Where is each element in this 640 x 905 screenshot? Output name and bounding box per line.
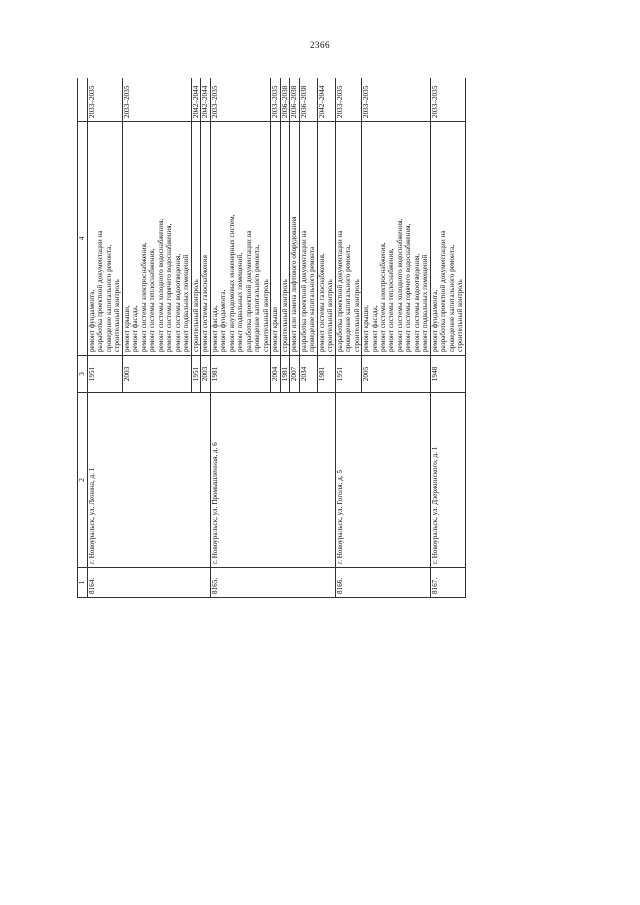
work-item: ремонт системы электроснабжения, xyxy=(378,242,387,352)
col-header-1: 1 xyxy=(78,568,88,598)
table-body xyxy=(88,78,466,598)
work-item: разработка проектной документации на xyxy=(244,230,253,352)
table-row xyxy=(88,78,123,598)
work-item: ремонт фасада, xyxy=(370,305,379,352)
entry-number: 8165. xyxy=(210,568,335,598)
work-item: разработка проектной документации на xyxy=(96,230,105,352)
work-item: ремонт фундамента, xyxy=(88,289,96,352)
work-item: проведение капитального ремонта xyxy=(308,246,317,352)
table-row xyxy=(335,78,361,598)
construction-year: 1951 xyxy=(88,356,123,393)
work-item: ремонт крыши xyxy=(271,306,280,352)
construction-year: 2003 xyxy=(122,356,191,393)
work-item: ремонт системы газоснабжения, xyxy=(317,253,326,352)
repair-works xyxy=(430,122,465,356)
work-item: ремонт подвальных помещений, xyxy=(236,252,245,352)
work-item: строительный контроль xyxy=(352,279,361,352)
work-item: проведение капитального ремонта, xyxy=(104,244,113,352)
col-header-5 xyxy=(78,78,88,122)
repair-works xyxy=(362,122,431,356)
work-item: ремонт системы горячего водоснабжения, xyxy=(165,223,174,352)
repair-period: 2033–2035 xyxy=(271,78,280,122)
building-address: г. Новоуральск, ул. Промышленная, д. 6 xyxy=(210,393,335,568)
work-item: ремонт системы электроснабжения, xyxy=(139,242,148,352)
repair-period: 2042–2044 xyxy=(191,78,200,122)
work-item: разработка проектной документации на xyxy=(439,230,448,352)
construction-year: 2003 xyxy=(201,356,210,393)
work-item: ремонт фасада, xyxy=(131,305,140,352)
construction-year: 1981 xyxy=(317,356,335,393)
work-item: проведение капитального ремонта, xyxy=(253,244,262,352)
repair-works xyxy=(122,122,191,356)
work-item: ремонт фундамента, xyxy=(430,289,439,352)
repair-period: 2033–2035 xyxy=(335,78,361,122)
work-item: ремонт системы водоотведения, xyxy=(173,253,182,352)
work-item: строительный контроль xyxy=(280,279,289,352)
repair-works xyxy=(299,122,317,356)
work-item: ремонт системы холодного водоснабжения, xyxy=(395,218,404,352)
repair-works xyxy=(271,122,280,356)
construction-year: 2005 xyxy=(362,356,431,393)
repair-period: 2036–2038 xyxy=(290,78,299,122)
construction-year: 1951 xyxy=(335,356,361,393)
construction-year: 2007 xyxy=(290,356,299,393)
repair-works xyxy=(201,122,210,356)
entry-number: 8167. xyxy=(430,568,465,598)
entry-number: 8166. xyxy=(335,568,430,598)
entry-number: 8164. xyxy=(88,568,211,598)
repair-period: 2033–2035 xyxy=(122,78,191,122)
work-item: ремонт крыши, xyxy=(122,305,131,352)
col-header-2: 2 xyxy=(78,393,88,568)
work-item: ремонт подвальных помещений xyxy=(182,254,191,352)
repair-works xyxy=(191,122,200,356)
work-item: строительный контроль xyxy=(191,279,200,352)
work-item: ремонт крыши, xyxy=(362,305,371,352)
work-item: ремонт фундамента, xyxy=(219,289,228,352)
work-item: ремонт системы теплоснабжения, xyxy=(148,248,157,352)
work-item: ремонт системы горячего водоснабжения, xyxy=(404,223,413,352)
rotated-table-sheet xyxy=(77,78,597,852)
page-number: 2366 xyxy=(310,40,330,50)
table-row xyxy=(430,78,465,598)
work-item: ремонт системы водоотведения, xyxy=(412,253,421,352)
construction-year: 1981 xyxy=(280,356,289,393)
work-item: ремонт системы холодного водоснабжения, xyxy=(156,218,165,352)
table-row xyxy=(210,78,270,598)
work-item: строительный контроль xyxy=(113,279,122,352)
repair-works xyxy=(210,122,270,356)
building-address: г. Новоуральск, ул. Ленина, д. 1 xyxy=(88,393,211,568)
work-item: строительный контроль xyxy=(456,279,465,352)
building-address: г. Новоуральск, ул. Дзержинского, д. 1 xyxy=(430,393,465,568)
repair-schedule-table xyxy=(77,78,466,598)
repair-period: 2036–2038 xyxy=(280,78,289,122)
construction-year: 2004 xyxy=(271,356,280,393)
repair-period: 2033–2035 xyxy=(362,78,431,122)
work-item: строительный контроль xyxy=(261,279,270,352)
work-item: ремонт системы газоснабжения xyxy=(201,255,210,352)
column-number-row xyxy=(78,78,88,598)
table-landscape-frame xyxy=(77,78,597,598)
work-item: проведение капитального ремонта, xyxy=(447,244,456,352)
repair-works xyxy=(290,122,299,356)
repair-period: 2033–2035 xyxy=(210,78,270,122)
repair-period: 2042–2044 xyxy=(201,78,210,122)
construction-year: 1948 xyxy=(430,356,465,393)
work-item: разработка проектной документации на xyxy=(299,230,308,352)
building-address: г. Новоуральск, ул. Гоголя, д. 5 xyxy=(335,393,430,568)
repair-works xyxy=(317,122,335,356)
col-header-4: 4 xyxy=(78,122,88,356)
construction-year: 1981 xyxy=(210,356,270,393)
repair-period: 2033–2035 xyxy=(430,78,465,122)
work-item: ремонт фасада, xyxy=(210,305,219,352)
repair-period: 2033–2035 xyxy=(88,78,123,122)
col-header-3: 3 xyxy=(78,356,88,393)
work-item: строительный контроль xyxy=(326,279,335,352)
repair-period: 2036–2038 xyxy=(299,78,317,122)
work-item: ремонт внутридомовых инженерных систем, xyxy=(227,214,236,352)
construction-year: 1951 xyxy=(191,356,200,393)
work-item: ремонт или замена лифтового оборудования xyxy=(290,216,299,352)
repair-works xyxy=(88,122,123,356)
repair-works xyxy=(335,122,361,356)
repair-period: 2042–2044 xyxy=(317,78,335,122)
work-item: проведение капитального ремонта, xyxy=(344,244,353,352)
repair-works xyxy=(280,122,289,356)
work-item: ремонт системы теплоснабжения, xyxy=(387,248,396,352)
work-item: разработка проектной документации на xyxy=(335,230,344,352)
work-item: ремонт подвальных помещений xyxy=(421,254,430,352)
construction-year: 2034 xyxy=(299,356,317,393)
